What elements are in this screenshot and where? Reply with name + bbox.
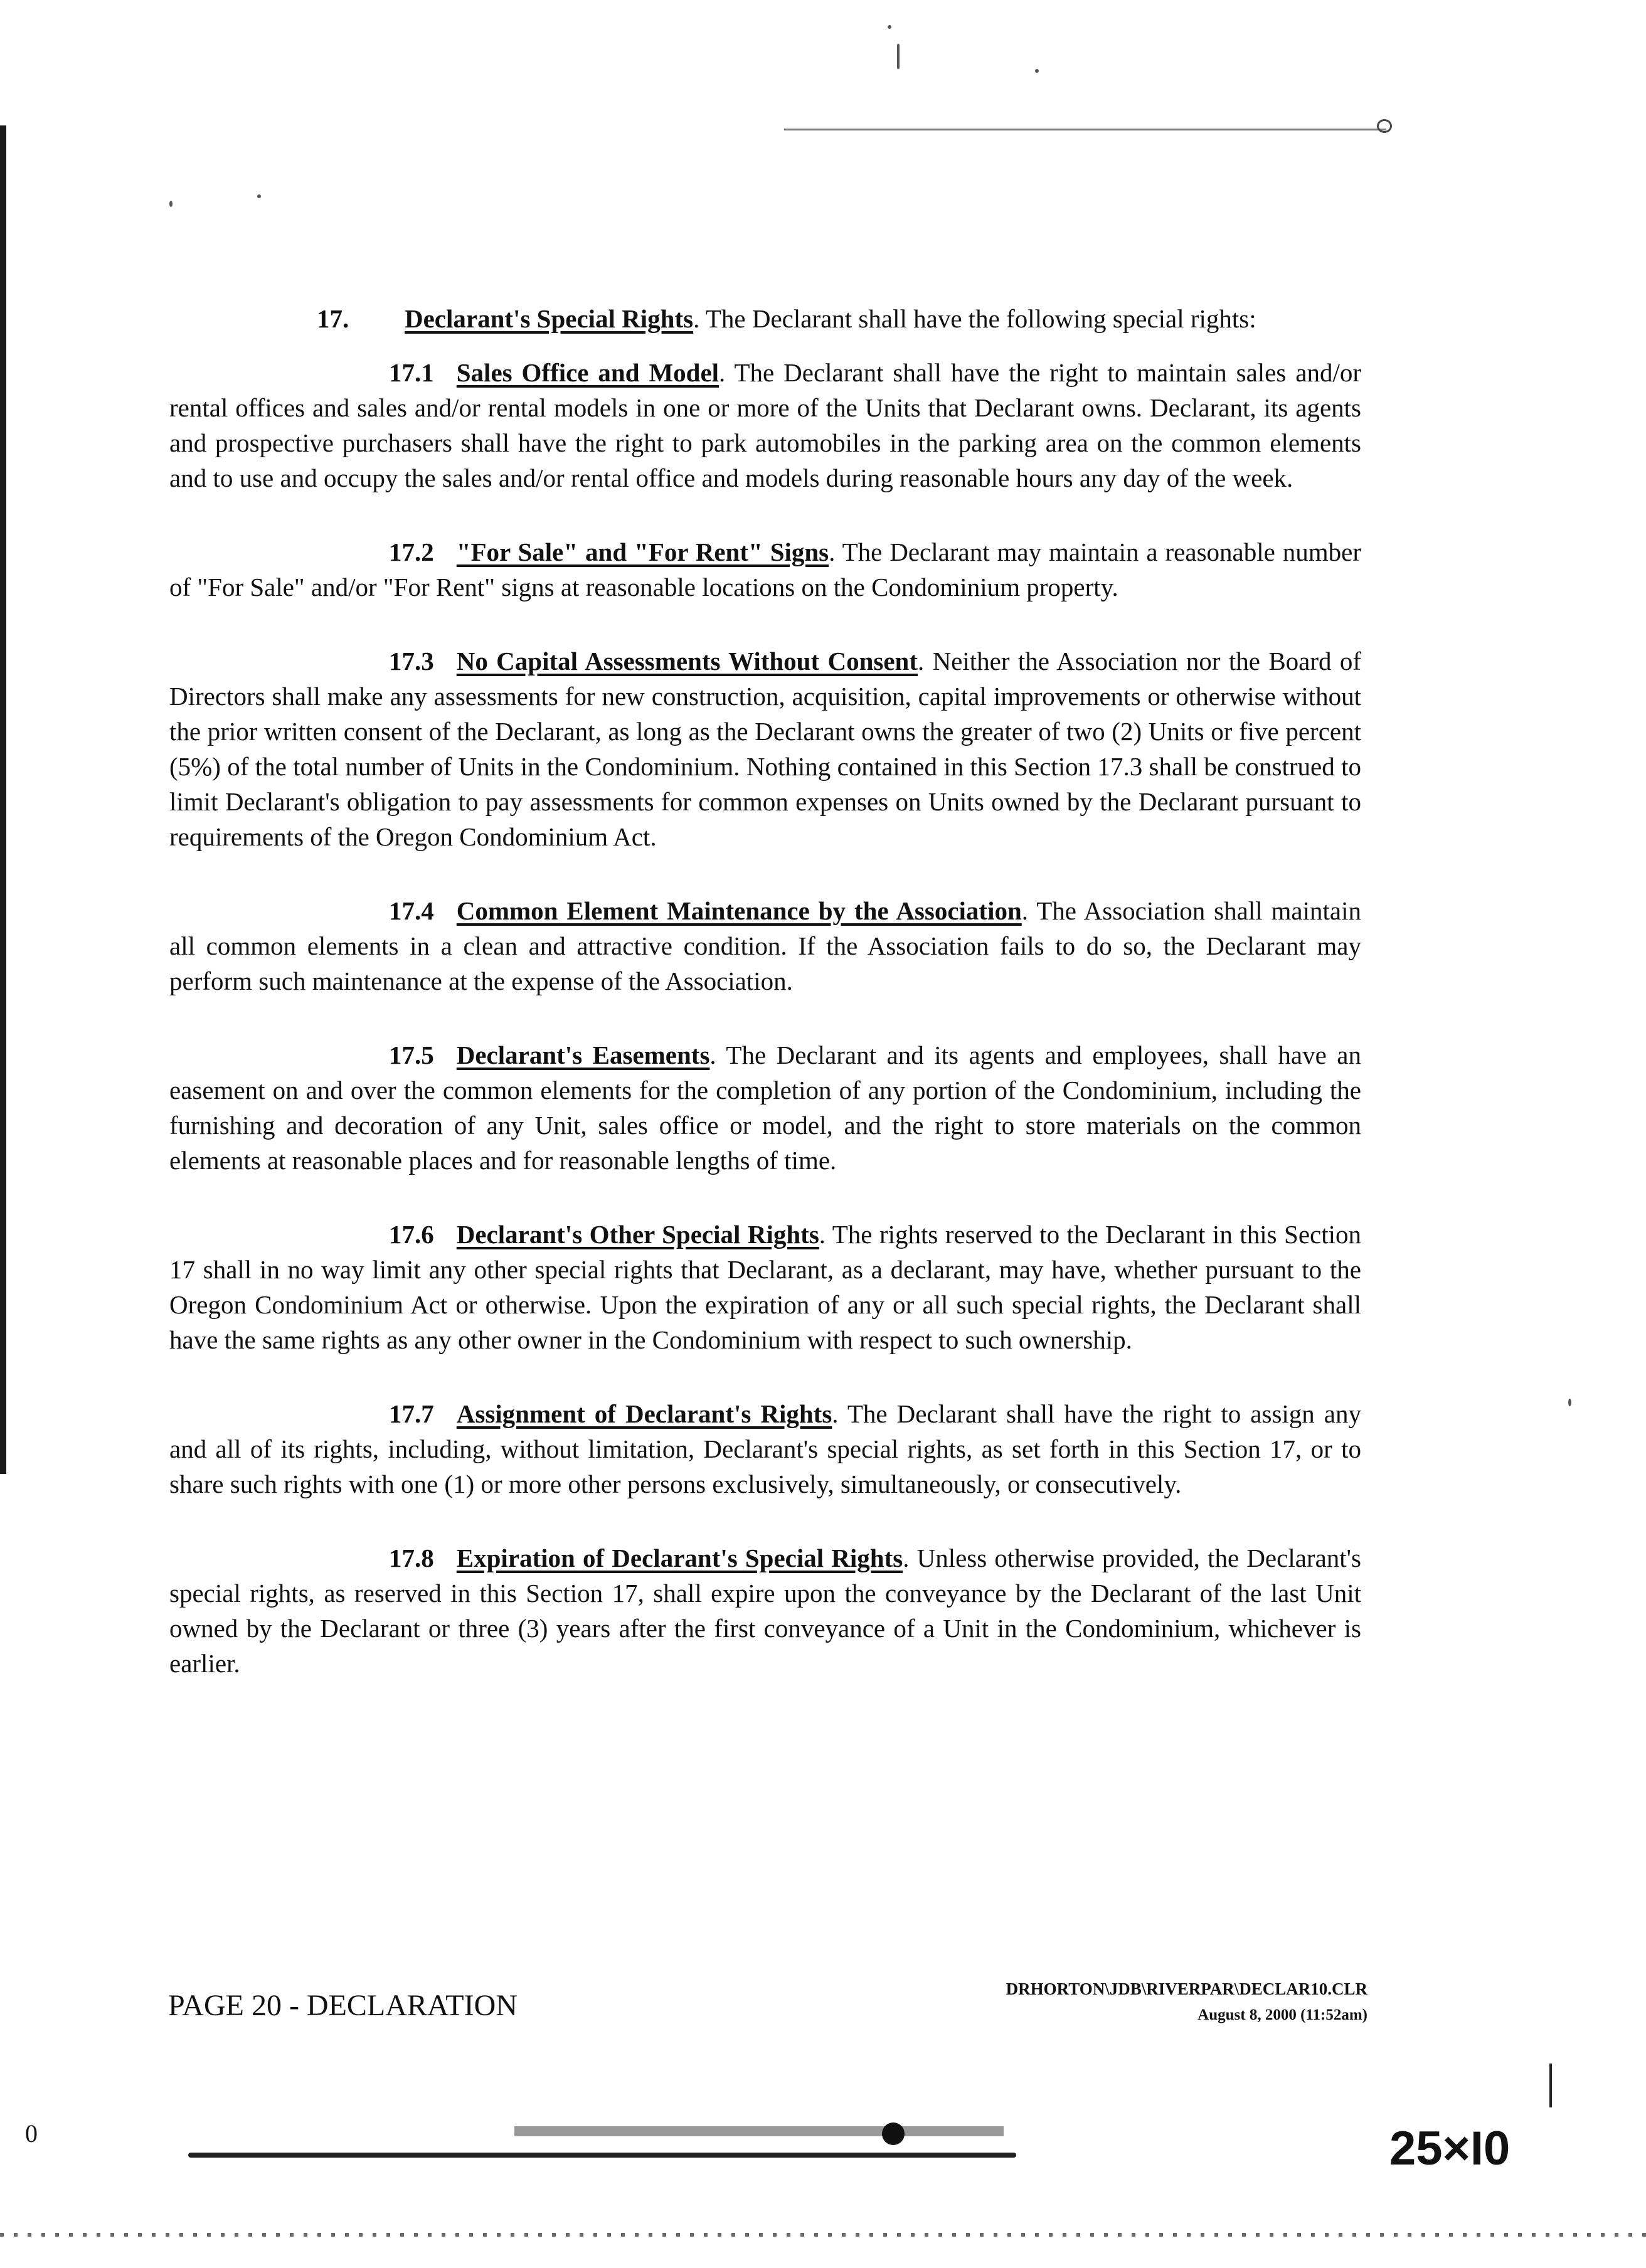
clause-17-1 [169,355,1361,495]
scan-speck [1568,1399,1571,1406]
page-label: PAGE 20 - DECLARATION [168,1989,518,2022]
clause-number: 17.5 [389,1041,434,1069]
section-intro: . The Declarant shall have the following special rights: [693,304,1256,333]
clause-17-3 [169,644,1361,854]
clause-17-2 [169,534,1361,605]
clause-text: . The rights reserved to the Declarant in this Section 17 shall in no way limit any other special rights that Declarant, as a declarant, may have, whether pursuant to the Oregon Condominium Act or otherwise. Upon the expiration of any or all such special rights, the Declarant shall have the same rights as any other owner in the Condominium with respect to such ownership. [169,1220,1361,1354]
clause-number: 17.2 [389,538,434,566]
clause-number: 17.4 [389,896,434,925]
clause-17-7 [169,1396,1361,1502]
clause-17-8 [169,1540,1361,1681]
scan-speck [897,44,900,69]
clause-text: . Unless otherwise provided, the Declarant's special rights, as reserved in this Section 17, shall expire upon the conveyance by the Declarant of the last Unit owned by the Declarant or three (3) years after the first conveyance of a Unit in the Condominium, whichever is earlier. [169,1544,1361,1678]
bottom-scan-rule [188,2153,1016,2158]
scan-speck [257,194,261,198]
clause-title: Common Element Maintenance by the Association [456,896,1022,925]
clause-title: No Capital Assessments Without Consent [456,647,918,676]
clause-number: 17.8 [389,1544,434,1572]
scan-speck [888,25,891,29]
clause-number: 17.3 [389,647,434,676]
file-path: DRHORTON\JDB\RIVERPAR\DECLAR10.CLR [1006,1979,1367,1998]
clause-title: Declarant's Easements [456,1041,710,1069]
clause-17-6 [169,1217,1361,1357]
document-body [169,301,1361,1720]
clause-number: 17.7 [389,1399,434,1428]
clause-number: 17.6 [389,1220,434,1249]
top-scan-circle [1377,119,1392,133]
margin-mark [1549,2064,1552,2107]
clause-text: . The Declarant shall have the right to maintain sales and/or rental offices and sales and/or rental models in one or more of the Units that Declarant owns. Declarant, its agents and prospective purchasers shall have the right to park automobiles in the parking area on the common elements and to use and occupy the sales and/or rental office and models during reasonable hours any day of the week. [169,358,1361,492]
scan-noise [0,2233,1646,2237]
clause-17-4 [169,893,1361,999]
section-number: 17. [317,304,349,333]
scan-smudge [514,2126,1004,2136]
clause-title: Sales Office and Model [456,358,719,387]
clause-text: . The Declarant and its agents and employees, shall have an easement on and over the common elements for the completion of any portion of the Condominium, including the furnishing and decoration of any Unit, sales office or model, and the right to store materials on the common elements at reasonable places and for reasonable lengths of time. [169,1041,1361,1175]
clause-title: Assignment of Declarant's Rights [456,1399,832,1428]
scan-speck [169,201,173,207]
clause-17-5 [169,1037,1361,1178]
scan-speck [1035,69,1039,73]
scan-edge-shadow [0,125,6,1474]
clause-title: "For Sale" and "For Rent" Signs [456,538,829,566]
clause-title: Expiration of Declarant's Special Rights [456,1544,903,1572]
bottom-scan-dot [882,2122,905,2145]
section-title: Declarant's Special Rights [405,304,694,333]
clause-text: . The Declarant may maintain a reasonable number of "For Sale" and/or "For Rent" signs at reasonable locations on the Condominium property. [169,538,1361,601]
clause-text: . The Declarant shall have the right to assign any and all of its rights, including, without limitation, Declarant's special rights, as set forth in this Section 17, or to share such rights with one (1) or more other persons exclusively, simultaneously, or consecutively. [169,1399,1362,1498]
file-date: August 8, 2000 (11:52am) [1197,2006,1367,2023]
clause-text: . Neither the Association nor the Board of Directors shall make any assessments for new construction, acquisition, capital improvements or otherwise without the prior written consent of the Declarant, as long as the Declarant owns the greater of two (2) Units or five percent (5%) of the total number of Units in the Condominium. Nothing contained in this Section 17.3 shall be construed to limit Declarant's obligation to pay assessments for common expenses on Units owned by the Declarant pursuant to requirements of the Oregon Condominium Act. [169,647,1361,851]
bottom-left-mark: 0 [25,2119,38,2148]
clause-title: Declarant's Other Special Rights [456,1220,819,1249]
section-heading [169,301,1361,336]
document-stamp: 25×I0 [1389,2122,1511,2175]
clause-number: 17.1 [389,358,434,387]
top-scan-rule [784,129,1386,130]
clause-text: . The Association shall maintain all common elements in a clean and attractive condition. If the Association fails to do so, the Declarant may perform such maintenance at the expense of the Association. [169,896,1361,995]
footer-file-info [928,1976,1367,2028]
